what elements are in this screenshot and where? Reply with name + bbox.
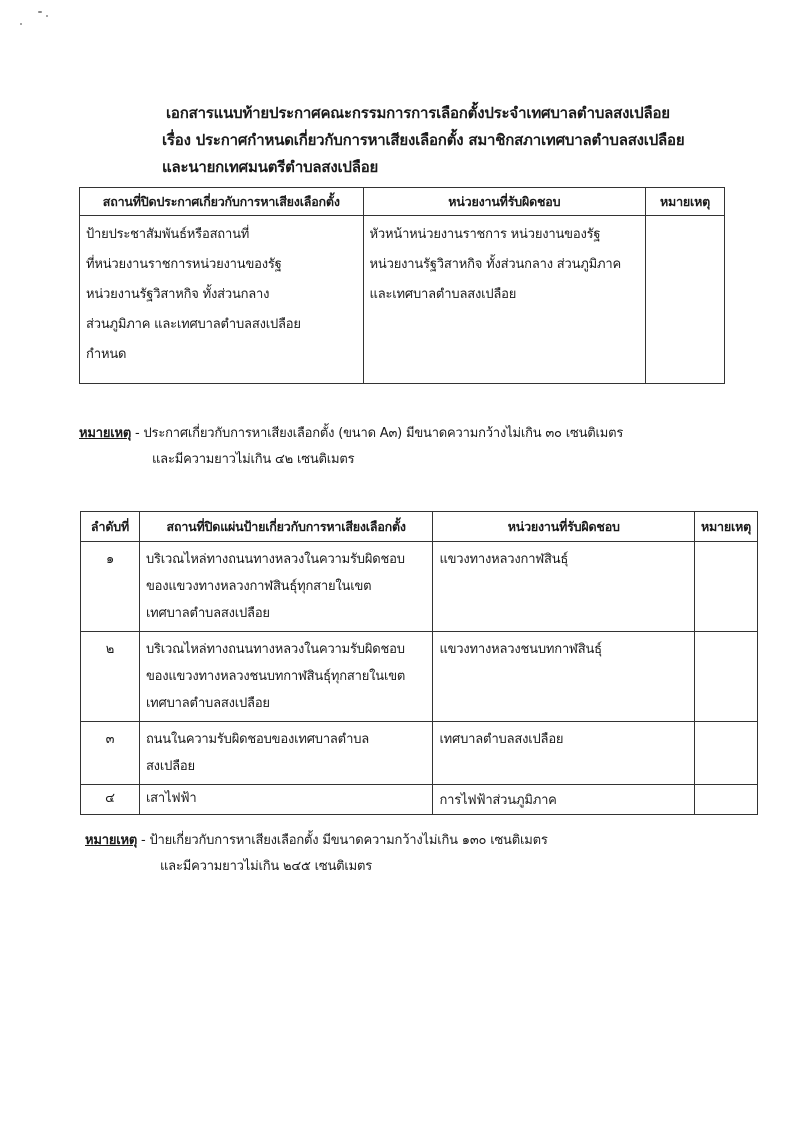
scan-speck bbox=[46, 15, 48, 17]
remark-cell bbox=[695, 785, 758, 815]
scan-speck bbox=[20, 23, 22, 25]
header-place: สถานที่ปิดประกาศเกี่ยวกับการหาเสียงเลือกตั้ง bbox=[80, 188, 364, 216]
heading-line-1: เอกสารแนบท้ายประกาศคณะกรรมการการเลือกตั้งประจำเทศบาลตำบลสงเปลือย bbox=[166, 104, 670, 122]
table-header-row bbox=[80, 188, 725, 216]
agency-text: การไฟฟ้าส่วนภูมิภาค bbox=[439, 793, 557, 808]
place-line: เสาไฟฟ้า bbox=[145, 791, 197, 806]
header-remark: หมายเหตุ bbox=[646, 188, 725, 216]
remark-cell bbox=[695, 542, 758, 632]
table-row bbox=[80, 216, 725, 384]
agency-cell bbox=[433, 542, 695, 632]
place-line: ของแขวงทางหลวงกาฬสินธุ์ทุกสายในเขต bbox=[145, 579, 372, 594]
place-line: ของแขวงทางหลวงชนบทกาฬสินธุ์ทุกสายในเขต bbox=[145, 669, 406, 684]
agency-line: และเทศบาลตำบลสงเปลือย bbox=[369, 287, 517, 302]
agency-cell bbox=[363, 216, 646, 384]
place-line: สงเปลือย bbox=[145, 759, 195, 774]
header-agency: หน่วยงานที่รับผิดชอบ bbox=[363, 188, 646, 216]
table-row bbox=[81, 722, 758, 785]
sign-places-table bbox=[80, 511, 758, 815]
table-row bbox=[81, 785, 758, 815]
header-no: ลำดับที่ bbox=[81, 512, 140, 542]
agency-text: แขวงทางหลวงกาฬสินธุ์ bbox=[439, 552, 569, 567]
place-line: ถนนในความรับผิดชอบของเทศบาลตำบล bbox=[145, 732, 370, 747]
place-line: ป้ายประชาสัมพันธ์หรือสถานที่ bbox=[86, 227, 250, 242]
table-row bbox=[81, 542, 758, 632]
agency-cell bbox=[433, 632, 695, 722]
row-number: ๒ bbox=[81, 632, 140, 722]
agency-text: แขวงทางหลวงชนบทกาฬสินธุ์ bbox=[439, 642, 602, 657]
row-number: ๔ bbox=[81, 785, 140, 815]
agency-cell bbox=[433, 785, 695, 815]
posting-places-table bbox=[79, 187, 725, 384]
agency-text: เทศบาลตำบลสงเปลือย bbox=[439, 732, 564, 747]
agency-line: หัวหน้าหน่วยงานราชการ หน่วยงานของรัฐ bbox=[369, 227, 601, 242]
place-line: เทศบาลตำบลสงเปลือย bbox=[145, 696, 270, 711]
note-label: หมายเหตุ bbox=[85, 833, 138, 848]
note-continuation: และมีความยาวไม่เกิน ๒๔๕ เซนติเมตร bbox=[160, 859, 373, 874]
place-line: หน่วยงานรัฐวิสาหกิจ ทั้งส่วนกลาง bbox=[86, 287, 270, 302]
agency-cell bbox=[433, 722, 695, 785]
table-header-row bbox=[81, 512, 758, 542]
place-line: บริเวณไหล่ทางถนนทางหลวงในความรับผิดชอบ bbox=[145, 642, 405, 657]
document-heading bbox=[162, 100, 722, 181]
note-a3-size bbox=[79, 421, 623, 473]
agency-line: หน่วยงานรัฐวิสาหกิจ ทั้งส่วนกลาง ส่วนภูมิภาค bbox=[369, 257, 622, 272]
heading-line-2: เรื่อง ประกาศกำหนดเกี่ยวกับการหาเสียงเลือกตั้ง สมาชิกสภาเทศบาลตำบลสงเปลือย bbox=[162, 131, 685, 149]
heading-line-3: และนายกเทศมนตรีตำบลสงเปลือย bbox=[162, 158, 379, 176]
header-place: สถานที่ปิดแผ่นป้ายเกี่ยวกับการหาเสียงเลือกตั้ง bbox=[139, 512, 433, 542]
note-text: - ประกาศเกี่ยวกับการหาเสียงเลือกตั้ง (ขนาด A๓) มีขนาดความกว้างไม่เกิน ๓๐ เซนติเมตร bbox=[131, 426, 624, 441]
place-line: กำหนด bbox=[86, 347, 127, 362]
row-number: ๑ bbox=[81, 542, 140, 632]
place-cell bbox=[139, 785, 433, 815]
scan-speck bbox=[38, 11, 42, 13]
place-cell bbox=[80, 216, 364, 384]
place-line: เทศบาลตำบลสงเปลือย bbox=[145, 606, 270, 621]
place-cell bbox=[139, 632, 433, 722]
note-sign-size bbox=[85, 828, 548, 880]
note-text: - ป้ายเกี่ยวกับการหาเสียงเลือกตั้ง มีขนาดความกว้างไม่เกิน ๑๓๐ เซนติเมตร bbox=[137, 833, 548, 848]
remark-cell bbox=[646, 216, 725, 384]
place-cell bbox=[139, 542, 433, 632]
place-line: ที่หน่วยงานราชการหน่วยงานของรัฐ bbox=[86, 257, 282, 272]
table-row bbox=[81, 632, 758, 722]
place-line: ส่วนภูมิภาค และเทศบาลตำบลสงเปลือย bbox=[86, 317, 301, 332]
header-remark: หมายเหตุ bbox=[695, 512, 758, 542]
header-agency: หน่วยงานที่รับผิดชอบ bbox=[433, 512, 695, 542]
remark-cell bbox=[695, 632, 758, 722]
note-label: หมายเหตุ bbox=[79, 426, 132, 441]
note-continuation: และมีความยาวไม่เกิน ๔๒ เซนติเมตร bbox=[152, 452, 355, 467]
place-cell bbox=[139, 722, 433, 785]
row-number: ๓ bbox=[81, 722, 140, 785]
place-line: บริเวณไหล่ทางถนนทางหลวงในความรับผิดชอบ bbox=[145, 552, 405, 567]
remark-cell bbox=[695, 722, 758, 785]
